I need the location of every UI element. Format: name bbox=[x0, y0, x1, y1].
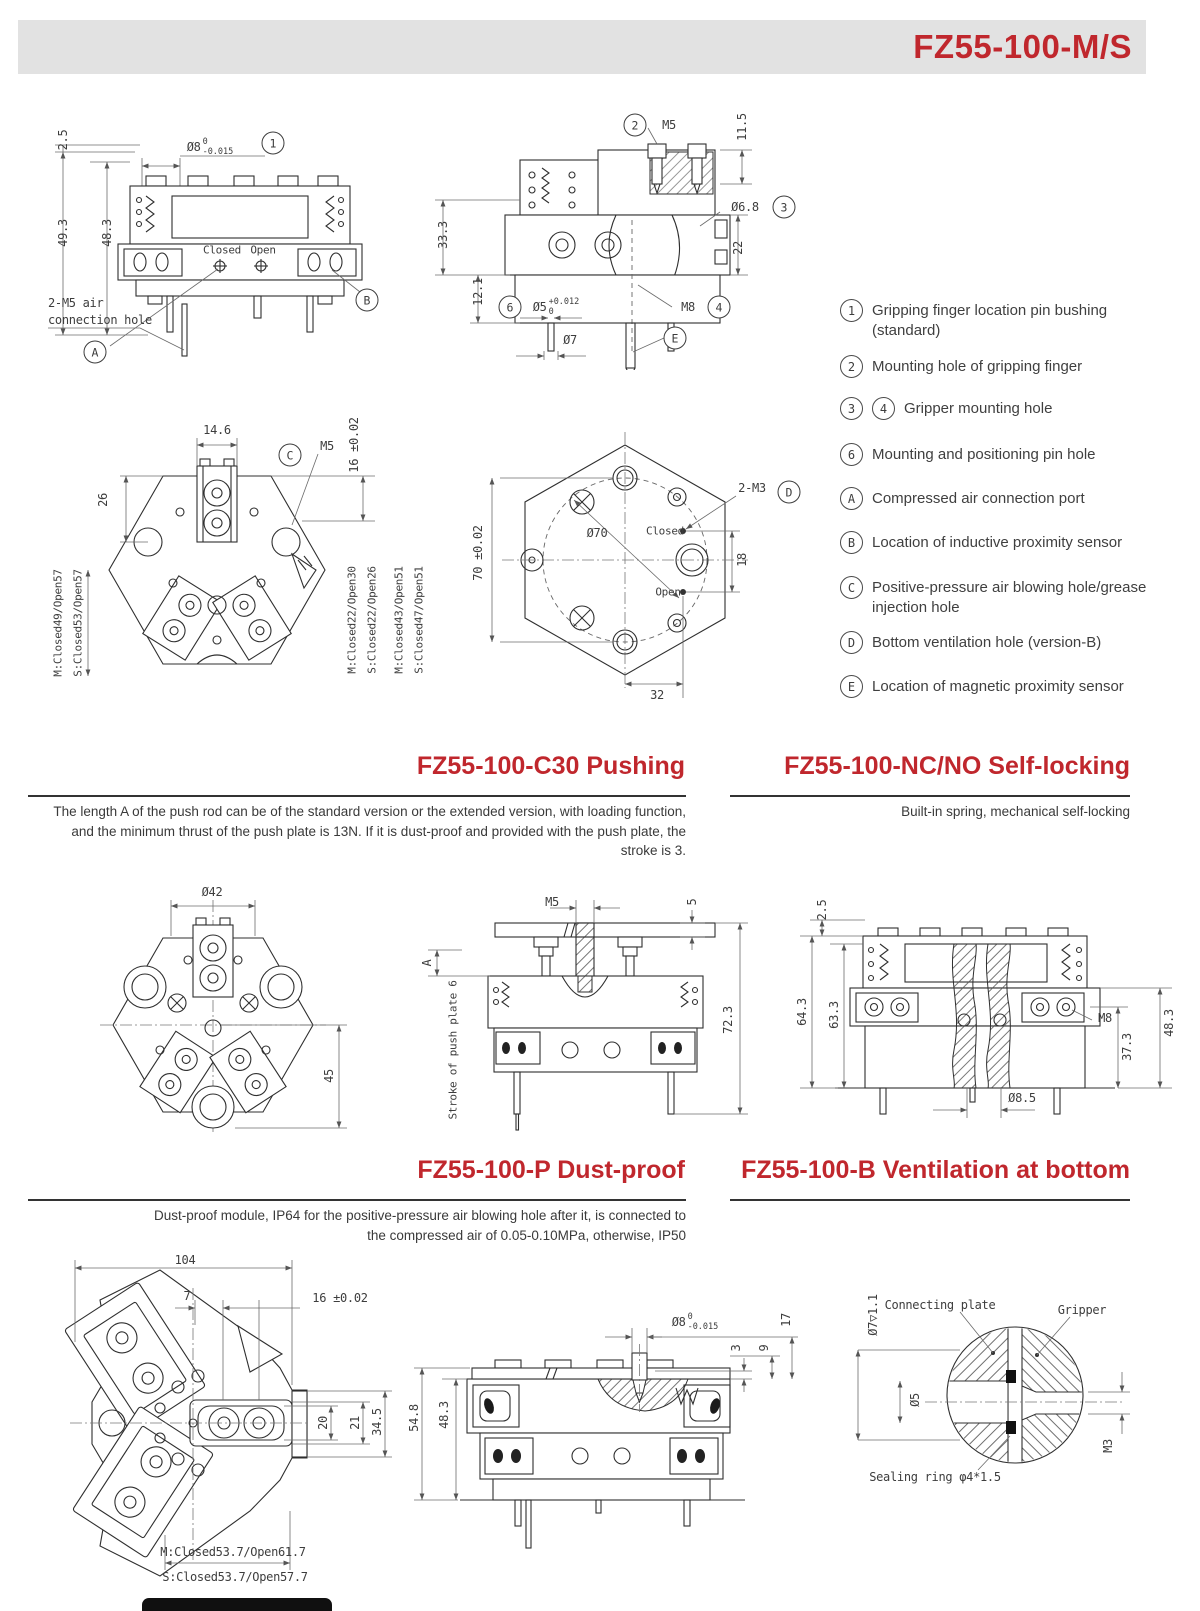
stroke-note-m2-right: M:Closed43/Open51 bbox=[392, 566, 406, 674]
dim-11-5: 11.5 bbox=[735, 113, 749, 141]
top-view-figure bbox=[30, 390, 430, 710]
selflock-side-figure bbox=[760, 850, 1190, 1140]
m8-label: M8 bbox=[681, 300, 695, 314]
dim-64-3: 64.3 bbox=[795, 998, 809, 1026]
stroke-note-s2-right: S:Closed47/Open51 bbox=[412, 566, 426, 674]
stroke-note-m-left: M:Closed49/Open57 bbox=[51, 569, 65, 677]
tol-upper: +0.012 bbox=[548, 296, 580, 307]
dim-17: 17 bbox=[779, 1313, 793, 1327]
legend-badge-a: A bbox=[840, 487, 863, 510]
legend-text-1: Gripping finger location pin bushing (standard) bbox=[872, 302, 1108, 340]
legend-text-9: Location of magnetic proximity sensor bbox=[872, 678, 1124, 695]
bottom-view-figure bbox=[440, 400, 800, 720]
closed-label: Closed bbox=[203, 243, 241, 257]
dim-48-3: 48.3 bbox=[1162, 1009, 1176, 1037]
callout-a-bubble: A bbox=[84, 341, 107, 364]
callout-4-bubble: 4 bbox=[708, 296, 731, 319]
sealing-ring-label: Sealing ring φ4*1.5 bbox=[869, 1470, 1001, 1484]
m5-label: M5 bbox=[320, 439, 334, 453]
legend-item-3 bbox=[840, 397, 1052, 420]
gripper-label: Gripper bbox=[1057, 1303, 1107, 1317]
closed-label: Closed bbox=[646, 524, 684, 538]
legend-text-6: Location of inductive proximity sensor bbox=[872, 534, 1123, 551]
stroke-note-s-left: S:Closed53/Open57 bbox=[71, 569, 85, 677]
stroke-note-m1-right: M:Closed22/Open30 bbox=[345, 566, 359, 674]
dim-9: 9 bbox=[757, 1344, 771, 1352]
dim-104: 104 bbox=[174, 1253, 196, 1267]
section-title-ventilation: FZ55-100-B Ventilation at bottom bbox=[741, 1156, 1130, 1184]
dim-34-5: 34.5 bbox=[370, 1408, 384, 1436]
dim-26: 26 bbox=[96, 493, 110, 507]
tol-lower: 0 bbox=[548, 307, 554, 317]
dim-18: 18 bbox=[735, 553, 749, 567]
dim-7: 7 bbox=[183, 1289, 191, 1303]
legend-item-8 bbox=[840, 631, 1101, 654]
open-label: Open bbox=[655, 585, 681, 599]
stroke-note-m: M:Closed53.7/Open61.7 bbox=[160, 1545, 306, 1559]
side-view-figure bbox=[420, 100, 800, 370]
legend-item-5 bbox=[840, 487, 1085, 510]
dim-dia5 bbox=[533, 297, 580, 317]
pushing-side-figure bbox=[400, 850, 750, 1140]
dim-54-8: 54.8 bbox=[407, 1404, 421, 1432]
callout-e-bubble: E bbox=[664, 327, 687, 350]
legend-item-7 bbox=[840, 576, 1174, 619]
dim-m3: M3 bbox=[1101, 1439, 1115, 1453]
dim-48-3: 48.3 bbox=[437, 1401, 451, 1429]
section-title-pushing: FZ55-100-C30 Pushing bbox=[416, 752, 685, 780]
legend-badge-1: 1 bbox=[840, 299, 863, 322]
dim-dia5: Ø5 bbox=[908, 1393, 922, 1407]
dim-49-3: 49.3 bbox=[56, 219, 70, 247]
dim-a: A bbox=[420, 959, 434, 967]
legend-text-2: Mounting hole of gripping finger bbox=[872, 358, 1083, 375]
rule-selflock bbox=[730, 795, 1130, 797]
dia8-tolerance bbox=[203, 137, 234, 157]
rule-dustproof bbox=[28, 1199, 686, 1201]
dim-dia8 bbox=[187, 137, 234, 157]
dim-16: 16 ±0.02 bbox=[347, 417, 361, 473]
dim-dia42: Ø42 bbox=[201, 885, 223, 899]
rule-ventilation bbox=[730, 1199, 1130, 1201]
dim-dia7-depth: Ø7▽1.1 bbox=[866, 1294, 880, 1336]
legend-item-2 bbox=[840, 355, 1082, 378]
dia5-value: Ø5 bbox=[532, 300, 547, 314]
selflock-side-lineart bbox=[760, 850, 1190, 1140]
stroke-of-push-plate-note: Stroke of push plate 6 bbox=[446, 980, 460, 1120]
dim-48-3: 48.3 bbox=[100, 219, 114, 247]
stroke-note-s: S:Closed53.7/Open57.7 bbox=[162, 1570, 308, 1584]
dim-5: 5 bbox=[685, 898, 699, 906]
section-desc-dustproof: Dust-proof module, IP64 for the positive-pressure air blowing hole after it, is connected to the compressed air of 0.05-0.10MPa, otherwise, IP50 bbox=[153, 1208, 686, 1243]
front-view-figure bbox=[30, 100, 410, 370]
legend-item-6 bbox=[840, 531, 1122, 554]
dim-45: 45 bbox=[322, 1069, 336, 1083]
ventilation-detail-lineart bbox=[830, 1250, 1200, 1490]
dim-dia7: Ø7 bbox=[563, 333, 577, 347]
connecting-plate-label: Connecting plate bbox=[884, 1298, 996, 1312]
m5-label: M5 bbox=[662, 118, 676, 132]
rule-pushing bbox=[28, 795, 686, 797]
dustproof-top-figure bbox=[40, 1230, 440, 1610]
callout-b-bubble: B bbox=[356, 289, 379, 312]
dim-3: 3 bbox=[729, 1344, 743, 1352]
header-band bbox=[18, 20, 1146, 74]
dim-dia6-8: Ø6.8 bbox=[731, 200, 759, 214]
tol-lower: -0.015 bbox=[687, 1322, 719, 1332]
legend-text-8: Bottom ventilation hole (version-B) bbox=[872, 634, 1102, 651]
dim-33-3: 33.3 bbox=[436, 221, 450, 249]
legend-badge-4: 4 bbox=[872, 397, 895, 420]
dim-12-1: 12.1 bbox=[471, 278, 485, 306]
dim-70: 70 ±0.02 bbox=[471, 525, 485, 581]
dim-63-3: 63.3 bbox=[827, 1001, 841, 1029]
section-title-selflock: FZ55-100-NC/NO Self-locking bbox=[784, 752, 1130, 780]
legend-badge-3: 3 bbox=[840, 397, 863, 420]
pushing-top-lineart bbox=[60, 840, 400, 1140]
m8-label: M8 bbox=[1098, 1011, 1112, 1025]
legend-item-1 bbox=[840, 299, 1174, 342]
stroke-note-s1-right: S:Closed22/Open26 bbox=[365, 566, 379, 674]
air-note-line1: 2-M5 air bbox=[48, 296, 104, 310]
legend-badge-b: B bbox=[840, 531, 863, 554]
legend-badge-e: E bbox=[840, 675, 863, 698]
dim-37-3: 37.3 bbox=[1120, 1033, 1134, 1061]
section-desc-selflock: Built-in spring, mechanical self-locking bbox=[901, 804, 1130, 819]
pushing-top-figure bbox=[60, 840, 400, 1140]
dim-14-6: 14.6 bbox=[203, 423, 231, 437]
dia5-tolerance bbox=[549, 297, 580, 317]
dim-2-5: 2.5 bbox=[815, 899, 829, 921]
dustproof-side-lineart bbox=[400, 1260, 800, 1550]
dim-20: 20 bbox=[316, 1416, 330, 1430]
dim-22: 22 bbox=[731, 241, 745, 255]
legend-text-4: Mounting and positioning pin hole bbox=[872, 446, 1096, 463]
legend-text-3: Gripper mounting hole bbox=[904, 400, 1053, 417]
legend-text-7: Positive-pressure air blowing hole/grease injection hole bbox=[872, 579, 1147, 617]
legend-badge-c: C bbox=[840, 576, 863, 599]
tol-upper: 0 bbox=[202, 136, 208, 147]
callout-1-bubble: 1 bbox=[262, 132, 285, 155]
legend-badge-d: D bbox=[840, 631, 863, 654]
dim-2-5: 2.5 bbox=[56, 129, 70, 151]
m3-label: 2-M3 bbox=[738, 481, 766, 495]
ventilation-detail-figure bbox=[830, 1250, 1200, 1490]
dim-21: 21 bbox=[348, 1416, 362, 1430]
legend-item-4 bbox=[840, 443, 1096, 466]
cutoff-bar bbox=[142, 1598, 332, 1611]
dim-dia8 bbox=[672, 1312, 719, 1332]
dim-32: 32 bbox=[650, 688, 664, 702]
dim-dia70: Ø70 bbox=[586, 526, 608, 540]
callout-3-bubble: 3 bbox=[773, 196, 796, 219]
dim-dia8-5: Ø8.5 bbox=[1008, 1091, 1036, 1105]
air-note-line2: connection hole bbox=[48, 313, 152, 327]
section-desc-pushing: The length A of the push rod can be of the standard version or the extended version, with loading function, and the minimum thrust of the push plate is 13N. If it is dust-proof and provided with the push plate, the stroke is 3. bbox=[53, 804, 686, 859]
dia8-value: Ø8 bbox=[671, 1315, 686, 1329]
page-title: FZ55-100-M/S bbox=[913, 28, 1132, 65]
callout-2-bubble: 2 bbox=[624, 114, 647, 137]
callout-6-bubble: 6 bbox=[499, 296, 522, 319]
legend-badge-6: 6 bbox=[840, 443, 863, 466]
section-title-dustproof: FZ55-100-P Dust-proof bbox=[417, 1156, 685, 1184]
dim-16: 16 ±0.02 bbox=[312, 1291, 368, 1305]
m5-label: M5 bbox=[545, 895, 559, 909]
dim-72-3: 72.3 bbox=[721, 1006, 735, 1034]
callout-d-bubble: D bbox=[778, 481, 801, 504]
legend-item-9 bbox=[840, 675, 1124, 698]
legend-badge-2: 2 bbox=[840, 355, 863, 378]
tol-upper: 0 bbox=[687, 1311, 693, 1322]
callout-c-bubble: C bbox=[279, 444, 302, 467]
dustproof-side-figure bbox=[400, 1260, 800, 1550]
legend-text-5: Compressed air connection port bbox=[872, 490, 1085, 507]
dia8-value: Ø8 bbox=[186, 140, 201, 154]
open-label: Open bbox=[250, 243, 276, 257]
dia8-tolerance bbox=[688, 1312, 719, 1332]
tol-lower: -0.015 bbox=[202, 147, 234, 157]
